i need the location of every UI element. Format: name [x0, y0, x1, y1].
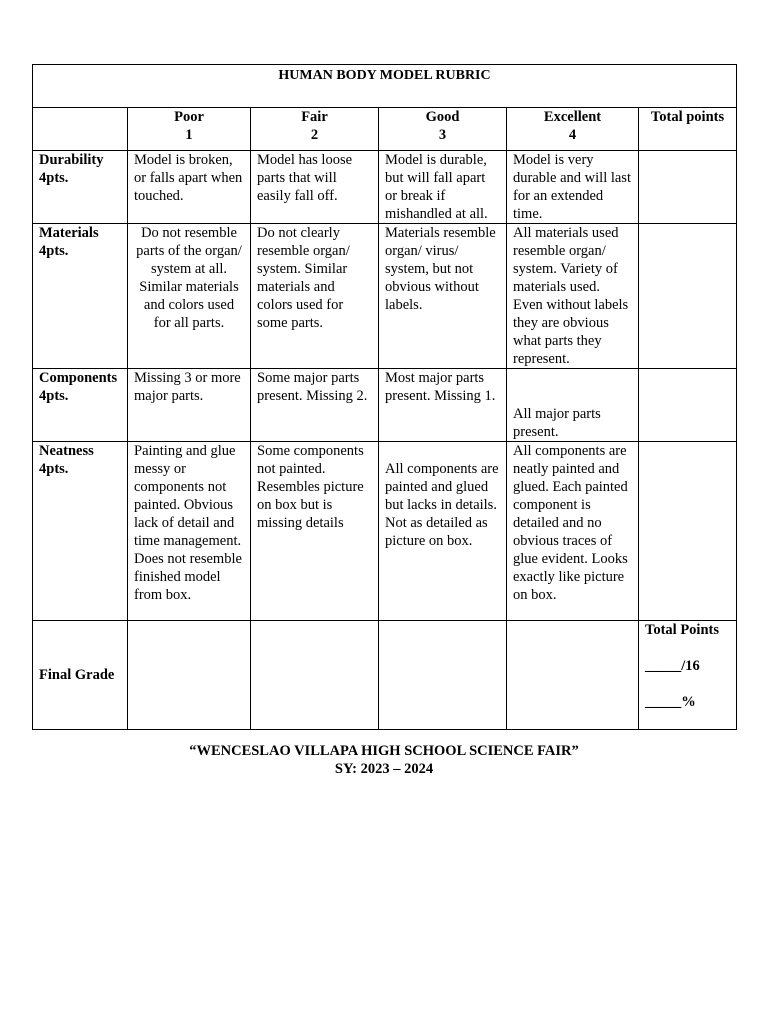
criterion-cell — [33, 369, 128, 442]
descriptor-cell: Model has loose parts that will easily fall off. — [251, 151, 379, 224]
score-cell — [639, 442, 737, 621]
criterion-name: Components — [39, 370, 118, 386]
header-empty-cell — [33, 108, 128, 151]
descriptor-cell: All components are neatly painted and glued. Each painted component is detailed and no obvious traces of glue evident. Looks exactly like picture on box. — [507, 442, 639, 621]
level-label: Poor — [174, 109, 204, 125]
level-score: 2 — [310, 127, 319, 143]
criterion-cell — [33, 224, 128, 369]
level-label: Excellent — [543, 109, 602, 125]
descriptor-cell — [507, 369, 639, 442]
empty-cell — [379, 621, 507, 730]
criterion-cell — [33, 151, 128, 224]
title-row — [33, 65, 737, 108]
empty-cell — [251, 621, 379, 730]
descriptor-cell: Painting and glue messy or components not painted. Obvious lack of detail and time management. Does not resemble finished model from box. — [128, 442, 251, 621]
final-grade-row — [33, 621, 737, 730]
rubric-row-durability — [33, 151, 737, 224]
level-score: 3 — [438, 127, 447, 143]
header-good — [379, 108, 507, 151]
descriptor-cell: Some components not painted. Resembles picture on box but is missing details — [251, 442, 379, 621]
final-grade-label: Final Grade — [33, 621, 128, 730]
empty-cell — [128, 621, 251, 730]
score-cell — [639, 369, 737, 442]
header-poor — [128, 108, 251, 151]
descriptor-cell: All materials used resemble organ/ system. Variety of materials used. Even without labels they are obvious what parts they represent. — [507, 224, 639, 369]
rubric-row-neatness — [33, 442, 737, 621]
descriptor-cell: Do not clearly resemble organ/ system. Similar materials and colors used for some parts. — [251, 224, 379, 369]
school-year: SY: 2023 – 2024 — [334, 761, 434, 777]
descriptor-text: All components are painted and glued but lacks in details. Not as detailed as picture on box. — [385, 461, 499, 549]
criterion-name: Materials — [39, 225, 99, 241]
descriptor-cell: Model is broken, or falls apart when touched. — [128, 151, 251, 224]
rubric-title: HUMAN BODY MODEL RUBRIC — [33, 65, 737, 108]
criterion-cell — [33, 442, 128, 621]
header-excellent — [507, 108, 639, 151]
level-label: Fair — [301, 109, 328, 125]
criterion-name: Neatness — [39, 443, 94, 459]
header-total-points: Total points — [639, 108, 737, 151]
descriptor-cell — [379, 442, 507, 621]
rubric-row-components — [33, 369, 737, 442]
descriptor-cell: Model is very durable and will last for an extended time. — [507, 151, 639, 224]
criterion-points: 4pts. — [39, 388, 69, 404]
descriptor-cell: Model is durable, but will fall apart or break if mishandled at all. — [379, 151, 507, 224]
total-points-label: Total Points — [645, 622, 719, 638]
score-cell — [639, 151, 737, 224]
score-cell — [639, 224, 737, 369]
header-fair — [251, 108, 379, 151]
percent-blank: _____% — [645, 694, 696, 710]
level-label: Good — [425, 109, 460, 125]
level-score: 4 — [568, 127, 577, 143]
criterion-points: 4pts. — [39, 461, 69, 477]
criterion-points: 4pts. — [39, 243, 69, 259]
criterion-points: 4pts. — [39, 170, 69, 186]
descriptor-cell: Do not resemble parts of the organ/ system at all. Similar materials and colors used for all parts. — [128, 224, 251, 369]
score-blank: _____/16 — [645, 658, 700, 674]
empty-cell — [507, 621, 639, 730]
header-row — [33, 108, 737, 151]
descriptor-cell: Missing 3 or more major parts. — [128, 369, 251, 442]
descriptor-cell: Most major parts present. Missing 1. — [379, 369, 507, 442]
criterion-name: Durability — [39, 152, 104, 168]
document-footer — [0, 742, 768, 778]
rubric-row-materials — [33, 224, 737, 369]
school-event-title: “WENCESLAO VILLAPA HIGH SCHOOL SCIENCE FAIR” — [189, 743, 579, 759]
descriptor-text: All major parts present. — [513, 406, 601, 440]
rubric-table — [32, 64, 737, 730]
total-points-cell — [639, 621, 737, 730]
level-score: 1 — [185, 127, 193, 143]
descriptor-cell: Materials resemble organ/ virus/ system, but not obvious without labels. — [379, 224, 507, 369]
descriptor-cell: Some major parts present. Missing 2. — [251, 369, 379, 442]
